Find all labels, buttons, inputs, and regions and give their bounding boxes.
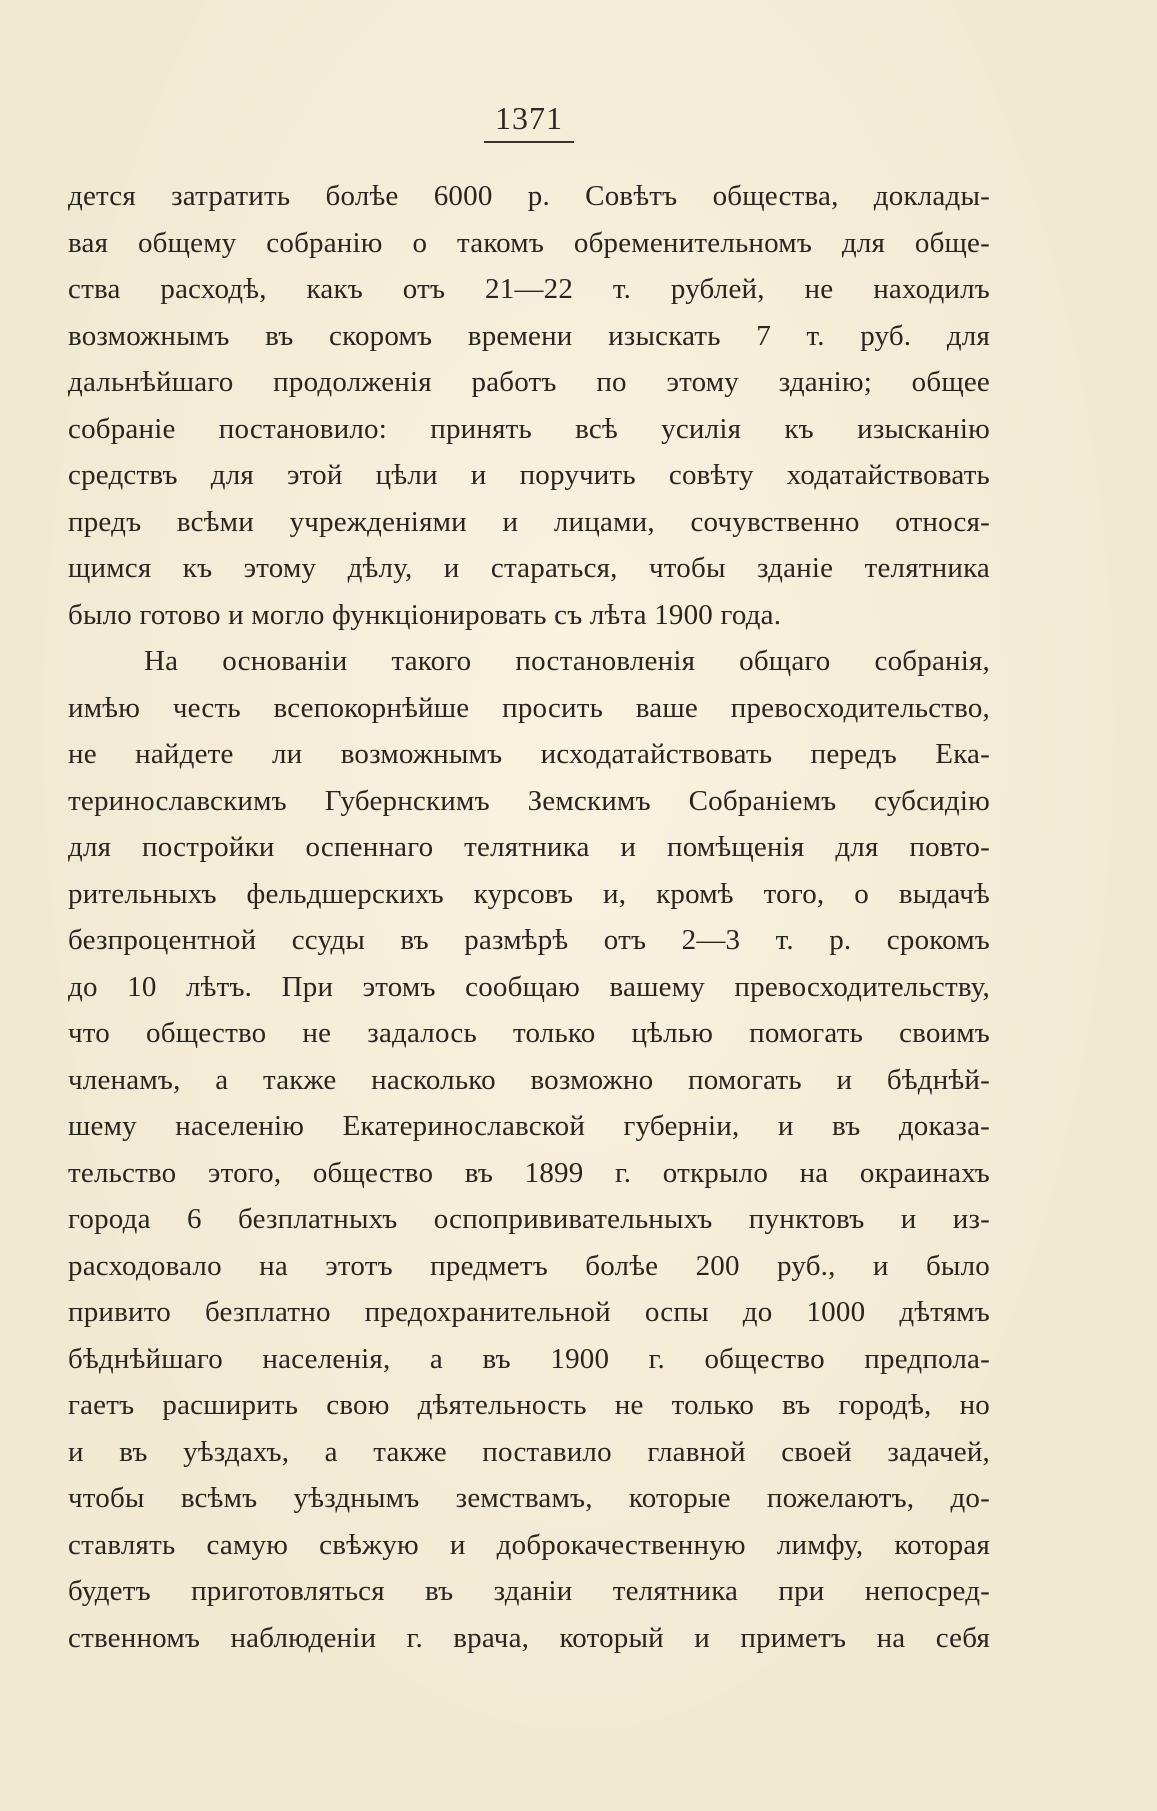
- text-line: шему населенію Екатеринославской губерніи, и въ доказа-: [68, 1110, 990, 1142]
- text-line: ственномъ наблюденіи г. врача, который и приметъ на себя: [68, 1621, 990, 1654]
- text-line: дется затратить болѣе 6000 р. Совѣтъ общества, доклады-: [68, 180, 990, 212]
- text-line: города 6 безплатныхъ оспопрививательныхъ пунктовъ и из-: [68, 1203, 990, 1235]
- text-line: было готово и могло функціонировать съ лѣта 1900 года.: [68, 598, 782, 631]
- body-text: [68, 173, 990, 1661]
- text-line: ства расходѣ, какъ отъ 21—22 т. рублей, не находилъ: [68, 273, 990, 305]
- text-line: гаетъ расширить свою дѣятельность не только въ городѣ, но: [68, 1389, 990, 1421]
- text-line: возможнымъ въ скоромъ времени изыскать 7 т. руб. для: [68, 319, 990, 352]
- paragraph-1: [68, 173, 990, 638]
- text-line: На основаніи такого постановленія общаго собранія,: [144, 645, 990, 677]
- text-line: средствъ для этой цѣли и поручить совѣту ходатайствовать: [68, 459, 990, 491]
- text-line: расходовало на этотъ предметъ болѣе 200 руб., и было: [68, 1249, 990, 1282]
- text-line: и въ уѣздахъ, а также поставило главной своей задачей,: [68, 1435, 990, 1468]
- text-line: до 10 лѣтъ. При этомъ сообщаю вашему превосходительству,: [68, 970, 990, 1003]
- text-line: ставлять самую свѣжую и доброкачественную лимфу, которая: [68, 1528, 990, 1561]
- text-line: предъ всѣми учрежденіями и лицами, сочувственно относя-: [68, 505, 990, 538]
- paragraph-2: [68, 638, 990, 1661]
- text-line: будетъ приготовляться въ зданіи телятника при непосред-: [68, 1575, 990, 1607]
- text-line: имѣю честь всепокорнѣйше просить ваше превосходительство,: [68, 691, 990, 724]
- text-line: бѣднѣйшаго населенія, а въ 1900 г. общество предпола-: [68, 1342, 990, 1375]
- text-line: вая общему собранію о такомъ обременительномъ для обще-: [68, 226, 990, 259]
- text-line: для постройки оспеннаго телятника и помѣщенія для повто-: [68, 831, 990, 863]
- text-line: что общество не задалось только цѣлью помогать своимъ: [68, 1017, 990, 1049]
- text-line: безпроцентной ссуды въ размѣрѣ отъ 2—3 т. р. срокомъ: [68, 924, 990, 956]
- text-line: членамъ, а также насколько возможно помогать и бѣднѣй-: [68, 1063, 990, 1096]
- text-line: щимся къ этому дѣлу, и стараться, чтобы зданіе телятника: [68, 552, 990, 584]
- text-line: собраніе постановило: принять всѣ усилія къ изысканію: [68, 412, 990, 445]
- page-number: 1371: [495, 100, 563, 136]
- text-line: чтобы всѣмъ уѣзднымъ земствамъ, которые пожелаютъ, до-: [68, 1482, 990, 1514]
- text-line: дальнѣйшаго продолженія работъ по этому зданію; общее: [68, 366, 990, 398]
- text-line: тельство этого, общество въ 1899 г. открыло на окраинахъ: [68, 1156, 990, 1189]
- text-line: не найдете ли возможнымъ исходатайствовать передъ Ека-: [68, 738, 990, 770]
- text-line: рительныхъ фельдшерскихъ курсовъ и, кромѣ того, о выдачѣ: [68, 877, 990, 910]
- text-line: привито безплатно предохранительной оспы до 1000 дѣтямъ: [68, 1296, 990, 1328]
- text-line: теринославскимъ Губернскимъ Земскимъ Собраніемъ субсидію: [68, 784, 990, 817]
- page-number-rule: [484, 141, 574, 143]
